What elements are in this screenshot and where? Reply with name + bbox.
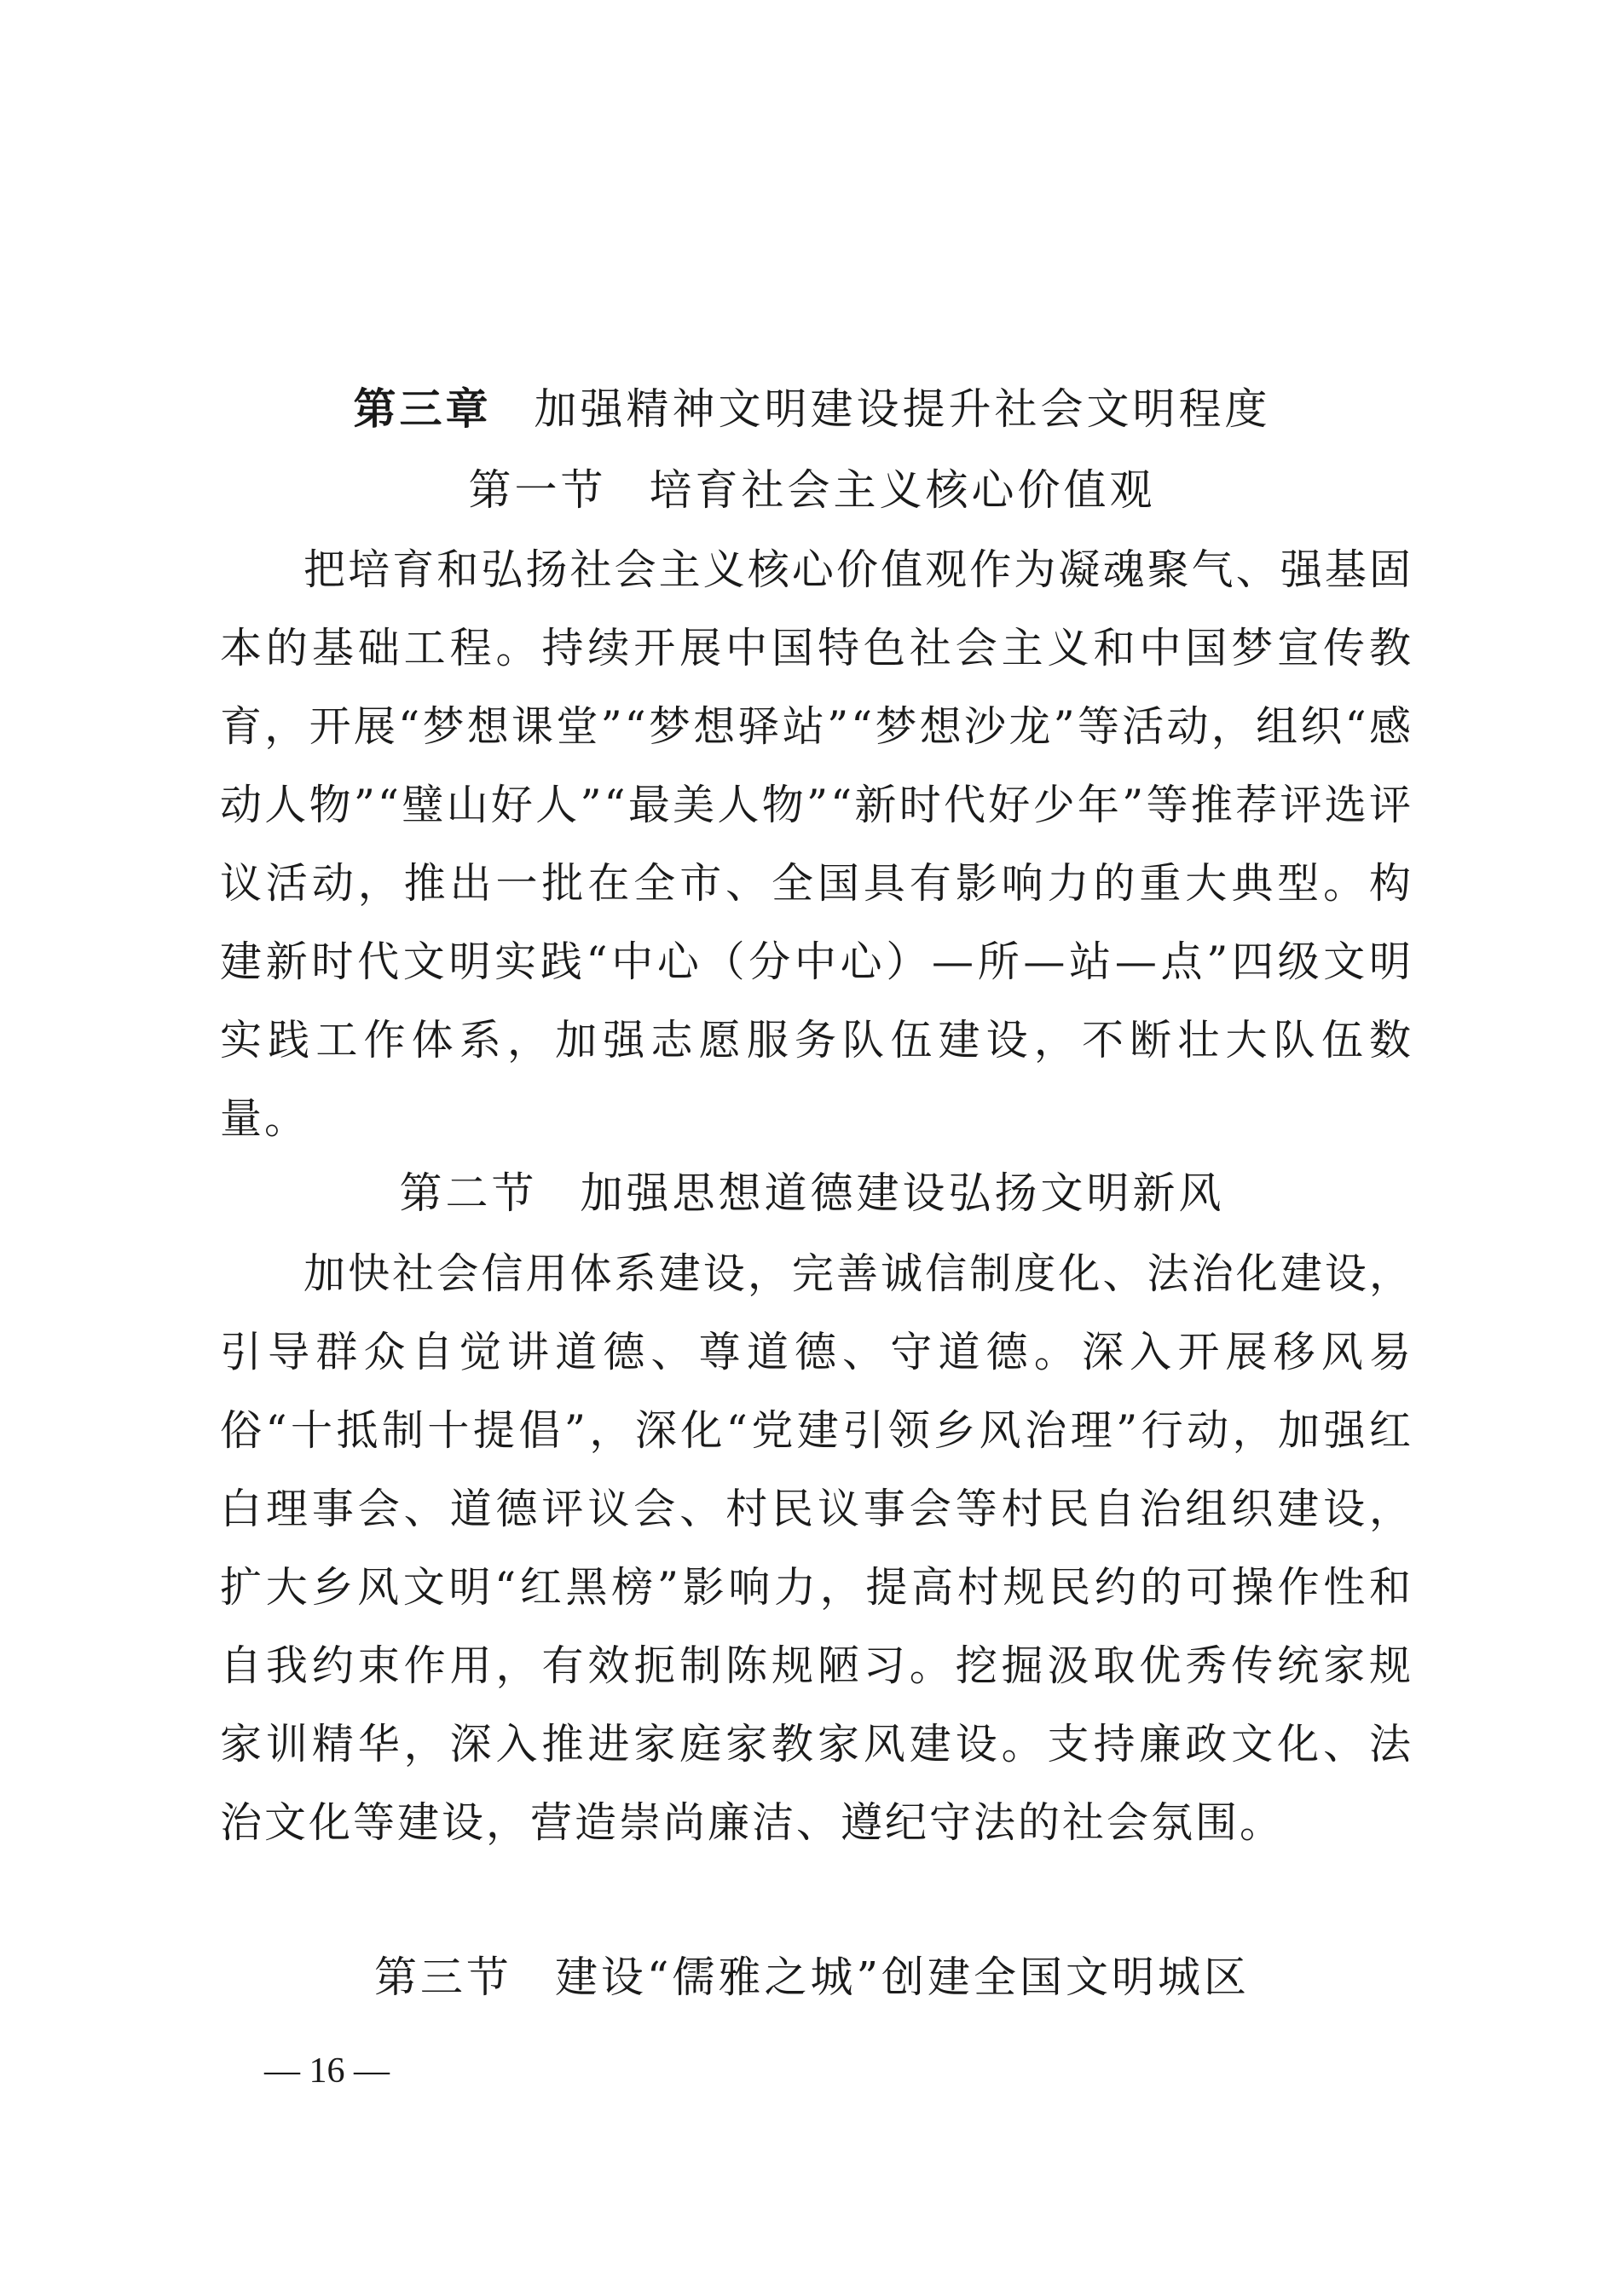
section-number-3: 第三节 (373, 1953, 512, 2002)
section-heading-3 (0, 1952, 1624, 2003)
section-title-2: 加强思想道德建设弘扬文明新风 (580, 1168, 1225, 1218)
section-number-2: 第二节 (399, 1168, 538, 1218)
section-title-3: 建设“儒雅之城”创建全国文明城区 (554, 1953, 1251, 2002)
section-1-paragraph: 把培育和弘扬社会主义核心价值观作为凝魂聚气、强基固本的基础工程。持续开展中国特色社会主义和中国梦宣传教育，开展“梦想课堂”“梦想驿站”“梦想沙龙”等活动，组织“感动人物”“璧山好人”“最美人物”“新时代好少年”等推荐评选评议活动，推出一批在全市、全国具有影响力的重大典型。构建新时代文明实践“中心（分中心）—所—站—点”四级文明实践工作体系，加强志愿服务队伍建设，不断壮大队伍数量。 (220, 545, 1413, 1143)
section-heading-2 (0, 1168, 1624, 1219)
chapter-number: 第三章 (353, 384, 492, 434)
section-title-1: 培育社会主义核心价值观 (649, 465, 1156, 515)
chapter-title: 加强精神文明建设提升社会文明程度 (534, 384, 1271, 434)
page-number: — 16 — (264, 2051, 390, 2091)
section-heading-1 (0, 464, 1624, 516)
section-number-1: 第一节 (468, 465, 607, 515)
chapter-heading (0, 384, 1624, 435)
section-2-paragraph: 加快社会信用体系建设，完善诚信制度化、法治化建设，引导群众自觉讲道德、尊道德、守道德。深入开展移风易俗“十抵制十提倡”，深化“党建引领乡风治理”行动，加强红白理事会、道德评议会、村民议事会等村民自治组织建设，扩大乡风文明“红黑榜”影响力，提高村规民约的可操作性和自我约束作用，有效扼制陈规陋习。挖掘汲取优秀传统家规家训精华，深入推进家庭家教家风建设。支持廉政文化、法治文化等建设，营造崇尚廉洁、遵纪守法的社会氛围。 (220, 1249, 1413, 1847)
